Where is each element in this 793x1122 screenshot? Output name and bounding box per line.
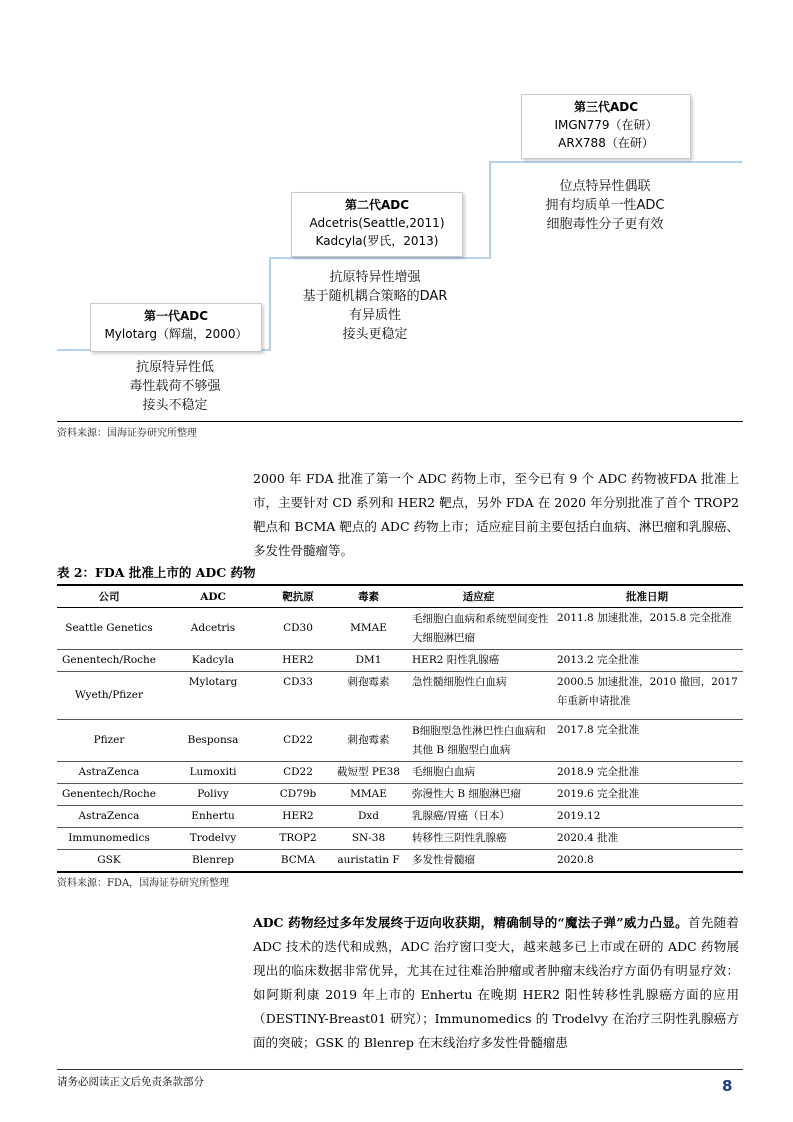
col-header: 毒素	[331, 585, 406, 608]
diagram-source: 资料来源：国海证券研究所整理	[57, 428, 197, 439]
intro-paragraph: 2000 年 FDA 批准了第一个 ADC 药物上市，至今已有 9 个 ADC 药物被FDA 批准上市，主要针对 CD 系列和 HER2 靶点，另外 FDA 在 2020 年分别批准了首个 TROP2 靶点和 BCMA 靶点的 ADC 药物上市；适应症目前主要包括白血病、淋巴瘤和乳腺癌、多发性骨髓瘤等。	[253, 471, 739, 558]
cell-toxin: Dxd	[331, 806, 406, 828]
cell-company: AstraZenca	[57, 762, 161, 784]
cell-indication: 转移性三阴性乳腺癌	[406, 828, 551, 850]
table-row	[57, 806, 743, 828]
gen2-box	[291, 192, 463, 257]
diagram-rule	[57, 421, 743, 422]
cell-approval: 2018.9 完全批准	[551, 762, 743, 784]
cell-approval: 2011.8 加速批准，2015.8 完全批准	[551, 608, 743, 650]
analysis-paragraph	[253, 911, 739, 1055]
cell-target: CD22	[265, 762, 331, 784]
cell-company: Wyeth/Pfizer	[57, 672, 161, 720]
cell-company: Seattle Genetics	[57, 608, 161, 650]
cell-adc: Mylotarg	[161, 672, 265, 720]
cell-approval: 2017.8 完全批准	[551, 720, 743, 762]
gen1-features	[90, 358, 260, 415]
cell-target: TROP2	[265, 828, 331, 850]
cell-toxin: DM1	[331, 650, 406, 672]
cell-indication: B细胞型急性淋巴性白血病和其他 B 细胞型白血病	[406, 720, 551, 762]
footer-rule	[57, 1069, 743, 1070]
gen1-feature: 毒性载荷不够强	[129, 379, 221, 394]
table-row	[57, 608, 743, 650]
gen3-drug: ARX788（在研）	[558, 136, 654, 150]
col-header: 靶抗原	[265, 585, 331, 608]
adc-table	[57, 584, 743, 873]
cell-toxin: 刺孢霉素	[331, 672, 406, 720]
cell-company: Immunomedics	[57, 828, 161, 850]
gen1-box	[90, 303, 262, 352]
gen1-feature: 接头不稳定	[142, 398, 208, 413]
gen2-features	[280, 268, 470, 344]
gen2-drug: Kadcyla(罗氏，2013)	[315, 234, 439, 248]
table-row	[57, 828, 743, 850]
gen3-feature: 拥有均质单一性ADC	[545, 198, 665, 213]
gen1-feature: 抗原特异性低	[135, 360, 214, 375]
gen1-title: 第一代ADC	[143, 309, 209, 323]
cell-target: HER2	[265, 806, 331, 828]
cell-adc: Besponsa	[161, 720, 265, 762]
page-number: 8	[722, 1077, 733, 1095]
col-header: 适应症	[406, 585, 551, 608]
col-header: 公司	[57, 585, 161, 608]
cell-adc: Blenrep	[161, 850, 265, 873]
table-row	[57, 650, 743, 672]
table-header-row	[57, 585, 743, 608]
col-header: 批准日期	[551, 585, 743, 608]
gen2-feature: 抗原特异性增强	[329, 270, 421, 285]
cell-adc: Enhertu	[161, 806, 265, 828]
cell-approval: 2019.6 完全批准	[551, 784, 743, 806]
cell-toxin: MMAE	[331, 784, 406, 806]
cell-adc: Polivy	[161, 784, 265, 806]
col-header: ADC	[161, 585, 265, 608]
gen2-feature: 有异质性	[348, 308, 401, 323]
cell-approval: 2013.2 完全批准	[551, 650, 743, 672]
cell-adc: Trodelvy	[161, 828, 265, 850]
cell-approval: 2000.5 加速批准，2010 撤回，2017 年重新申请批准	[551, 672, 743, 720]
cell-indication: 毛细胞白血病和系统型间变性大细胞淋巴瘤	[406, 608, 551, 650]
cell-company: Genentech/Roche	[57, 650, 161, 672]
gen1-drug: Mylotarg（辉瑞，2000）	[104, 327, 248, 341]
cell-company: Pfizer	[57, 720, 161, 762]
gen2-drug: Adcetris(Seattle,2011)	[309, 216, 445, 230]
cell-indication: 弥漫性大 B 细胞淋巴瘤	[406, 784, 551, 806]
cell-toxin: SN-38	[331, 828, 406, 850]
cell-indication: 乳腺癌/胃癌（日本）	[406, 806, 551, 828]
gen2-feature: 接头更稳定	[342, 327, 408, 342]
table-title: 表 2：FDA 批准上市的 ADC 药物	[57, 565, 256, 580]
gen2-feature: 基于随机耦合策略的DAR	[302, 289, 448, 304]
cell-approval: 2019.12	[551, 806, 743, 828]
table-row	[57, 672, 743, 720]
cell-company: Genentech/Roche	[57, 784, 161, 806]
cell-adc: Adcetris	[161, 608, 265, 650]
analysis-body: 首先随着 ADC 技术的迭代和成熟，ADC 治疗窗口变大，越来越多已上市或在研的 ADC 药物展现出的临床数据非常优异，尤其在过往难治肿瘤或者肿瘤末线治疗方面仍有明显疗效：如阿斯利康 2019 年上市的 Enhertu 在晚期 HER2 阳性转移性乳腺癌方面的应用（DESTINY-Breast01 研究）；Immunomedics 的 Trodelvy 在治疗三阴性乳腺癌方面的突破；GSK 的 Blenrep 在末线治疗多发性骨髓瘤患	[253, 915, 739, 1050]
cell-adc: Kadcyla	[161, 650, 265, 672]
gen3-feature: 细胞毒性分子更有效	[546, 217, 664, 232]
gen3-features	[510, 177, 700, 234]
cell-target: CD22	[265, 720, 331, 762]
cell-toxin: MMAE	[331, 608, 406, 650]
gen3-feature: 位点特异性偶联	[559, 179, 651, 194]
cell-toxin: auristatin F	[331, 850, 406, 873]
gen3-drug: IMGN779（在研）	[554, 118, 658, 132]
cell-company: AstraZenca	[57, 806, 161, 828]
cell-target: CD30	[265, 608, 331, 650]
cell-approval: 2020.8	[551, 850, 743, 873]
table-row	[57, 762, 743, 784]
cell-target: CD33	[265, 672, 331, 720]
cell-toxin: 刺孢霉素	[331, 720, 406, 762]
gen3-title: 第三代ADC	[573, 100, 639, 114]
cell-approval: 2020.4 批准	[551, 828, 743, 850]
cell-target: CD79b	[265, 784, 331, 806]
cell-indication: 毛细胞白血病	[406, 762, 551, 784]
table-row	[57, 784, 743, 806]
gen3-box	[521, 94, 691, 159]
cell-indication: 急性髓细胞性白血病	[406, 672, 551, 720]
cell-indication: 多发性骨髓瘤	[406, 850, 551, 873]
table-row	[57, 850, 743, 873]
gen2-title: 第二代ADC	[344, 198, 410, 212]
analysis-lead: ADC 药物经过多年发展终于迈向收获期，精确制导的“魔法子弹”威力凸显。	[253, 915, 688, 930]
cell-target: HER2	[265, 650, 331, 672]
cell-target: BCMA	[265, 850, 331, 873]
disclaimer-footer: 请务必阅读正文后免责条款部分	[57, 1076, 204, 1088]
table-row	[57, 720, 743, 762]
cell-company: GSK	[57, 850, 161, 873]
cell-adc: Lumoxiti	[161, 762, 265, 784]
cell-indication: HER2 阳性乳腺癌	[406, 650, 551, 672]
table-source: 资料来源：FDA，国海证券研究所整理	[57, 878, 230, 889]
cell-toxin: 截短型 PE38	[331, 762, 406, 784]
